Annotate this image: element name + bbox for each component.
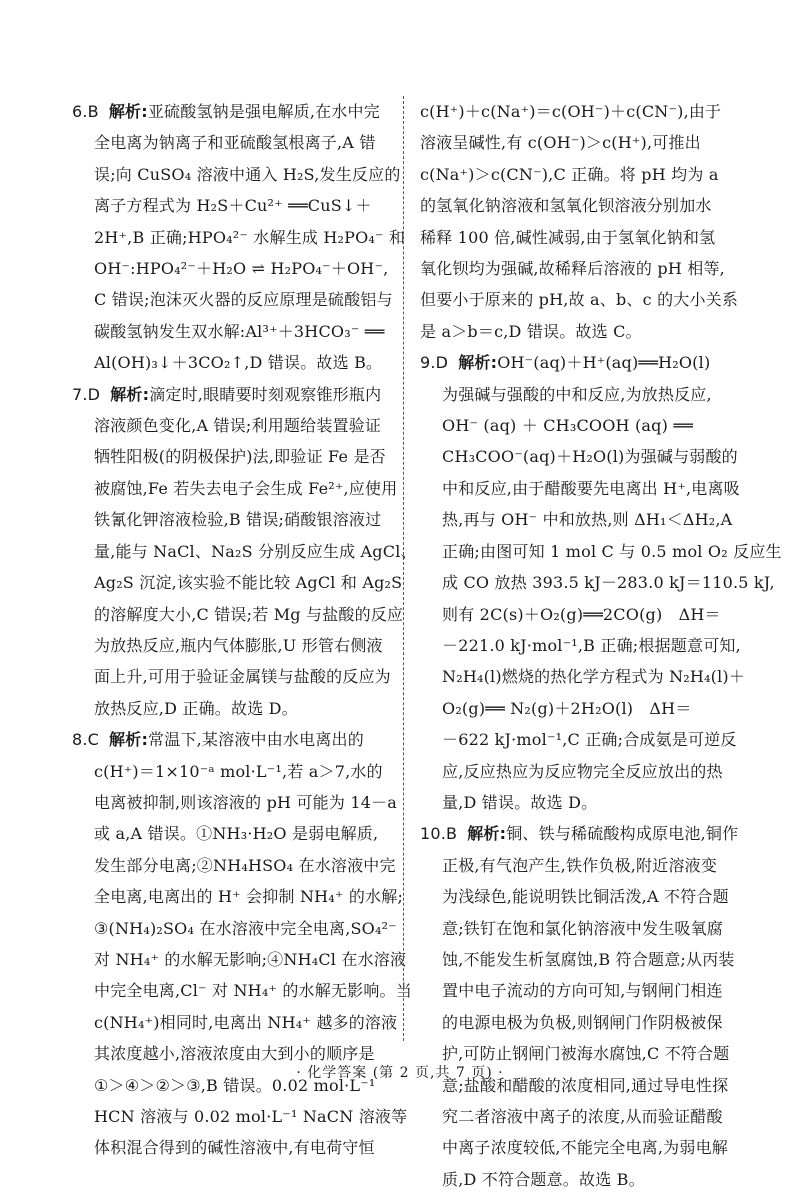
answer-number: 6.B — [72, 102, 99, 121]
answer-item-10 — [420, 818, 750, 1195]
answer-line: 质,D 不符合题意。故选 B。 — [442, 1169, 645, 1189]
answer-line: c(H⁺)＝1×10⁻ᵃ mol·L⁻¹,若 a＞7,水的 — [94, 761, 383, 781]
answer-line: O₂(g)══ N₂(g)＋2H₂O(l) ΔH＝ — [442, 698, 692, 718]
answer-line: 为放热反应,瓶内气体膨胀,U 形管右侧液 — [94, 635, 383, 655]
answer-line: 为浅绿色,能说明铁比铜活泼,A 不符合题 — [442, 887, 729, 907]
answer-line: Al(OH)₃↓＋3CO₂↑,D 错误。故选 B。 — [94, 353, 383, 373]
answer-line: 面上升,可用于验证金属镁与盐酸的反应为 — [94, 667, 391, 687]
analysis-label: 解析: — [108, 102, 148, 121]
answer-line: 对 NH₄⁺ 的水解无影响;④NH₄Cl 在水溶液 — [94, 949, 407, 969]
answer-line: 中完全电离,Cl⁻ 对 NH₄⁺ 的水解无影响。当 — [94, 981, 412, 1001]
answer-line: 量,能与 NaCl、Na₂S 分别反应生成 AgCl、 — [94, 541, 417, 561]
answer-line: 溶液呈碱性,有 c(OH⁻)＞c(H⁺),可推出 — [420, 133, 701, 153]
analysis-label: 解析: — [467, 824, 507, 844]
analysis-label: 解析: — [109, 730, 149, 750]
answer-line: C 错误;泡沫灭火器的反应原理是硫酸铝与 — [94, 290, 393, 310]
answer-line: 牺牲阳极(的阴极保护)法,即验证 Fe 是否 — [94, 447, 386, 467]
answer-line: 置中电子流动的方向可知,与钢闸门相连 — [442, 981, 723, 1001]
answer-line: c(Na⁺)＞c(CN⁻),C 正确。将 pH 均为 a — [420, 164, 719, 184]
answer-number: 9.D — [420, 353, 449, 373]
answer-line: 氧化钡均为强碱,故稀释后溶液的 pH 相等, — [420, 259, 725, 279]
answer-line: 是 a＞b＝c,D 错误。故选 C。 — [420, 321, 642, 341]
answer-line: 离子方程式为 H₂S＋Cu²⁺ ══CuS↓＋ — [94, 196, 372, 216]
answer-line: ①＞④＞②＞③,B 错误。0.02 mol·L⁻¹ — [94, 1075, 376, 1095]
answer-line: OH⁻:HPO₄²⁻＋H₂O ⇌ H₂PO₄⁻＋OH⁻, — [94, 259, 389, 279]
answer-line: 究二者溶液中离子的浓度,从而验证醋酸 — [442, 1107, 723, 1126]
answer-line: 溶液颜色变化,A 错误;利用题给装置验证 — [94, 416, 382, 436]
answer-line: 应,反应热应为反应物完全反应放出的热 — [442, 761, 723, 781]
answer-line: 的氢氧化钠溶液和氢氧化钡溶液分别加水 — [420, 196, 712, 216]
answer-line: OH⁻ (aq) ＋ CH₃COOH (aq) ══ — [442, 416, 693, 436]
answer-line: 蚀,不能发生析氢腐蚀,B 符合题意;从丙装 — [442, 949, 735, 969]
analysis-label: 解析: — [110, 384, 150, 404]
answer-line: 中和反应,由于醋酸要先电离出 H⁺,电离吸 — [442, 478, 740, 498]
answer-line: 铜、铁与稀硫酸构成原电池,铜作 — [506, 824, 739, 844]
answer-line: HCN 溶液与 0.02 mol·L⁻¹ NaCN 溶液等 — [94, 1107, 408, 1126]
answer-line: 正极,有气泡产生,铁作负极,附近溶液变 — [442, 855, 718, 875]
answer-line: 被腐蚀,Fe 若失去电子会生成 Fe²⁺,应使用 — [94, 478, 398, 498]
answer-line: 电离被抑制,则该溶液的 pH 可能为 14－a — [94, 792, 398, 812]
answer-line: 碳酸氢钠发生双水解:Al³⁺＋3HCO₃⁻ ══ — [94, 321, 385, 341]
answer-line: 则有 2C(s)＋O₂(g)══2CO(g) ΔH＝ — [442, 604, 721, 624]
answer-line: －622 kJ·mol⁻¹,C 正确;合成氨是可逆反 — [442, 730, 737, 750]
answer-line: 滴定时,眼睛要时刻观察锥形瓶内 — [149, 384, 382, 404]
answer-item-7 — [72, 379, 417, 724]
answer-item-6 — [72, 96, 406, 379]
answer-number: 10.B — [420, 824, 458, 844]
answer-line: 意;铁钉在饱和氯化钠溶液中发生吸氧腐 — [442, 918, 723, 938]
answer-item-8 — [72, 724, 412, 1164]
analysis-label: 解析: — [458, 353, 498, 373]
answer-number: 8.C — [72, 730, 100, 750]
answer-line: OH⁻(aq)＋H⁺(aq)══H₂O(l) — [497, 353, 711, 373]
right-column — [420, 96, 782, 1195]
answer-line: 全电离为钠离子和亚硫酸氢根离子,A 错 — [94, 133, 376, 153]
answer-line: Ag₂S 沉淀,该实验不能比较 AgCl 和 Ag₂S — [94, 573, 403, 593]
answer-line: c(H⁺)＋c(Na⁺)＝c(OH⁻)＋c(CN⁻),由于 — [420, 102, 722, 121]
answer-item-8-continued — [420, 96, 750, 347]
answer-line: 的溶解度大小,C 错误;若 Mg 与盐酸的反应 — [94, 604, 404, 624]
answer-line: ③(NH₄)₂SO₄ 在水溶液中完全电离,SO₄²⁻ — [94, 918, 397, 938]
answer-line: 铁氰化钾溶液检验,B 错误;硝酸银溶液过 — [94, 510, 382, 530]
answer-line: 成 CO 放热 393.5 kJ－283.0 kJ＝110.5 kJ, — [442, 573, 775, 593]
answer-line: 为强碱与强酸的中和反应,为放热反应, — [442, 384, 712, 404]
column-divider — [403, 96, 404, 1041]
answer-line: 误;向 CuSO₄ 溶液中通入 H₂S,发生反应的 — [94, 164, 401, 184]
answer-line: －221.0 kJ·mol⁻¹,B 正确;根据题意可知, — [442, 635, 741, 655]
answer-line: CH₃COO⁻(aq)＋H₂O(l)为强碱与弱酸的 — [442, 447, 738, 467]
answer-line: 其浓度越小,溶液浓度由大到小的顺序是 — [94, 1044, 375, 1064]
answer-line: 2H⁺,B 正确;HPO₄²⁻ 水解生成 H₂PO₄⁻ 和 — [94, 227, 406, 247]
answer-line: c(NH₄⁺)相同时,电离出 NH₄⁺ 越多的溶液 — [94, 1012, 398, 1032]
answer-line: 体积混合得到的碱性溶液中,有电荷守恒 — [94, 1138, 375, 1158]
answer-item-9 — [420, 347, 782, 818]
page-footer: · 化学答案 (第 2 页,共 7 页) · — [296, 1065, 504, 1081]
answer-line: 护,可防止钢闸门被海水腐蚀,C 不符合题 — [442, 1044, 730, 1064]
answer-line: 中离子浓度较低,不能完全电离,为弱电解 — [442, 1138, 728, 1158]
answer-line: 意;盐酸和醋酸的浓度相同,通过导电性探 — [442, 1075, 729, 1095]
answer-line: 放热反应,D 正确。故选 D。 — [94, 698, 298, 718]
answer-line: 量,D 错误。故选 D。 — [442, 792, 598, 812]
answer-line: 正确;由图可知 1 mol C 与 0.5 mol O₂ 反应生 — [442, 541, 782, 561]
answer-line: 稀释 100 倍,碱性减弱,由于氢氧化钠和氢 — [420, 227, 716, 247]
answer-line: 但要小于原来的 pH,故 a、b、c 的大小关系 — [420, 290, 739, 310]
answer-line: 热,再与 OH⁻ 中和放热,则 ΔH₁＜ΔH₂,A — [442, 510, 733, 530]
answer-number: 7.D — [72, 384, 101, 404]
answer-line: 或 a,A 错误。①NH₃·H₂O 是弱电解质, — [94, 824, 379, 844]
left-column — [72, 96, 417, 1164]
answer-line: 亚硫酸氢钠是强电解质,在水中完 — [147, 102, 380, 121]
answer-line: 发生部分电离;②NH₄HSO₄ 在水溶液中完 — [94, 855, 396, 875]
answer-line: 全电离,电离出的 H⁺ 会抑制 NH₄⁺ 的水解; — [94, 887, 404, 907]
answer-line: 的电源电极为负极,则钢闸门作阴极被保 — [442, 1012, 723, 1032]
answer-line: 常温下,某溶液中由水电离出的 — [148, 730, 364, 750]
answer-line: N₂H₄(l)燃烧的热化学方程式为 N₂H₄(l)＋ — [442, 667, 746, 687]
